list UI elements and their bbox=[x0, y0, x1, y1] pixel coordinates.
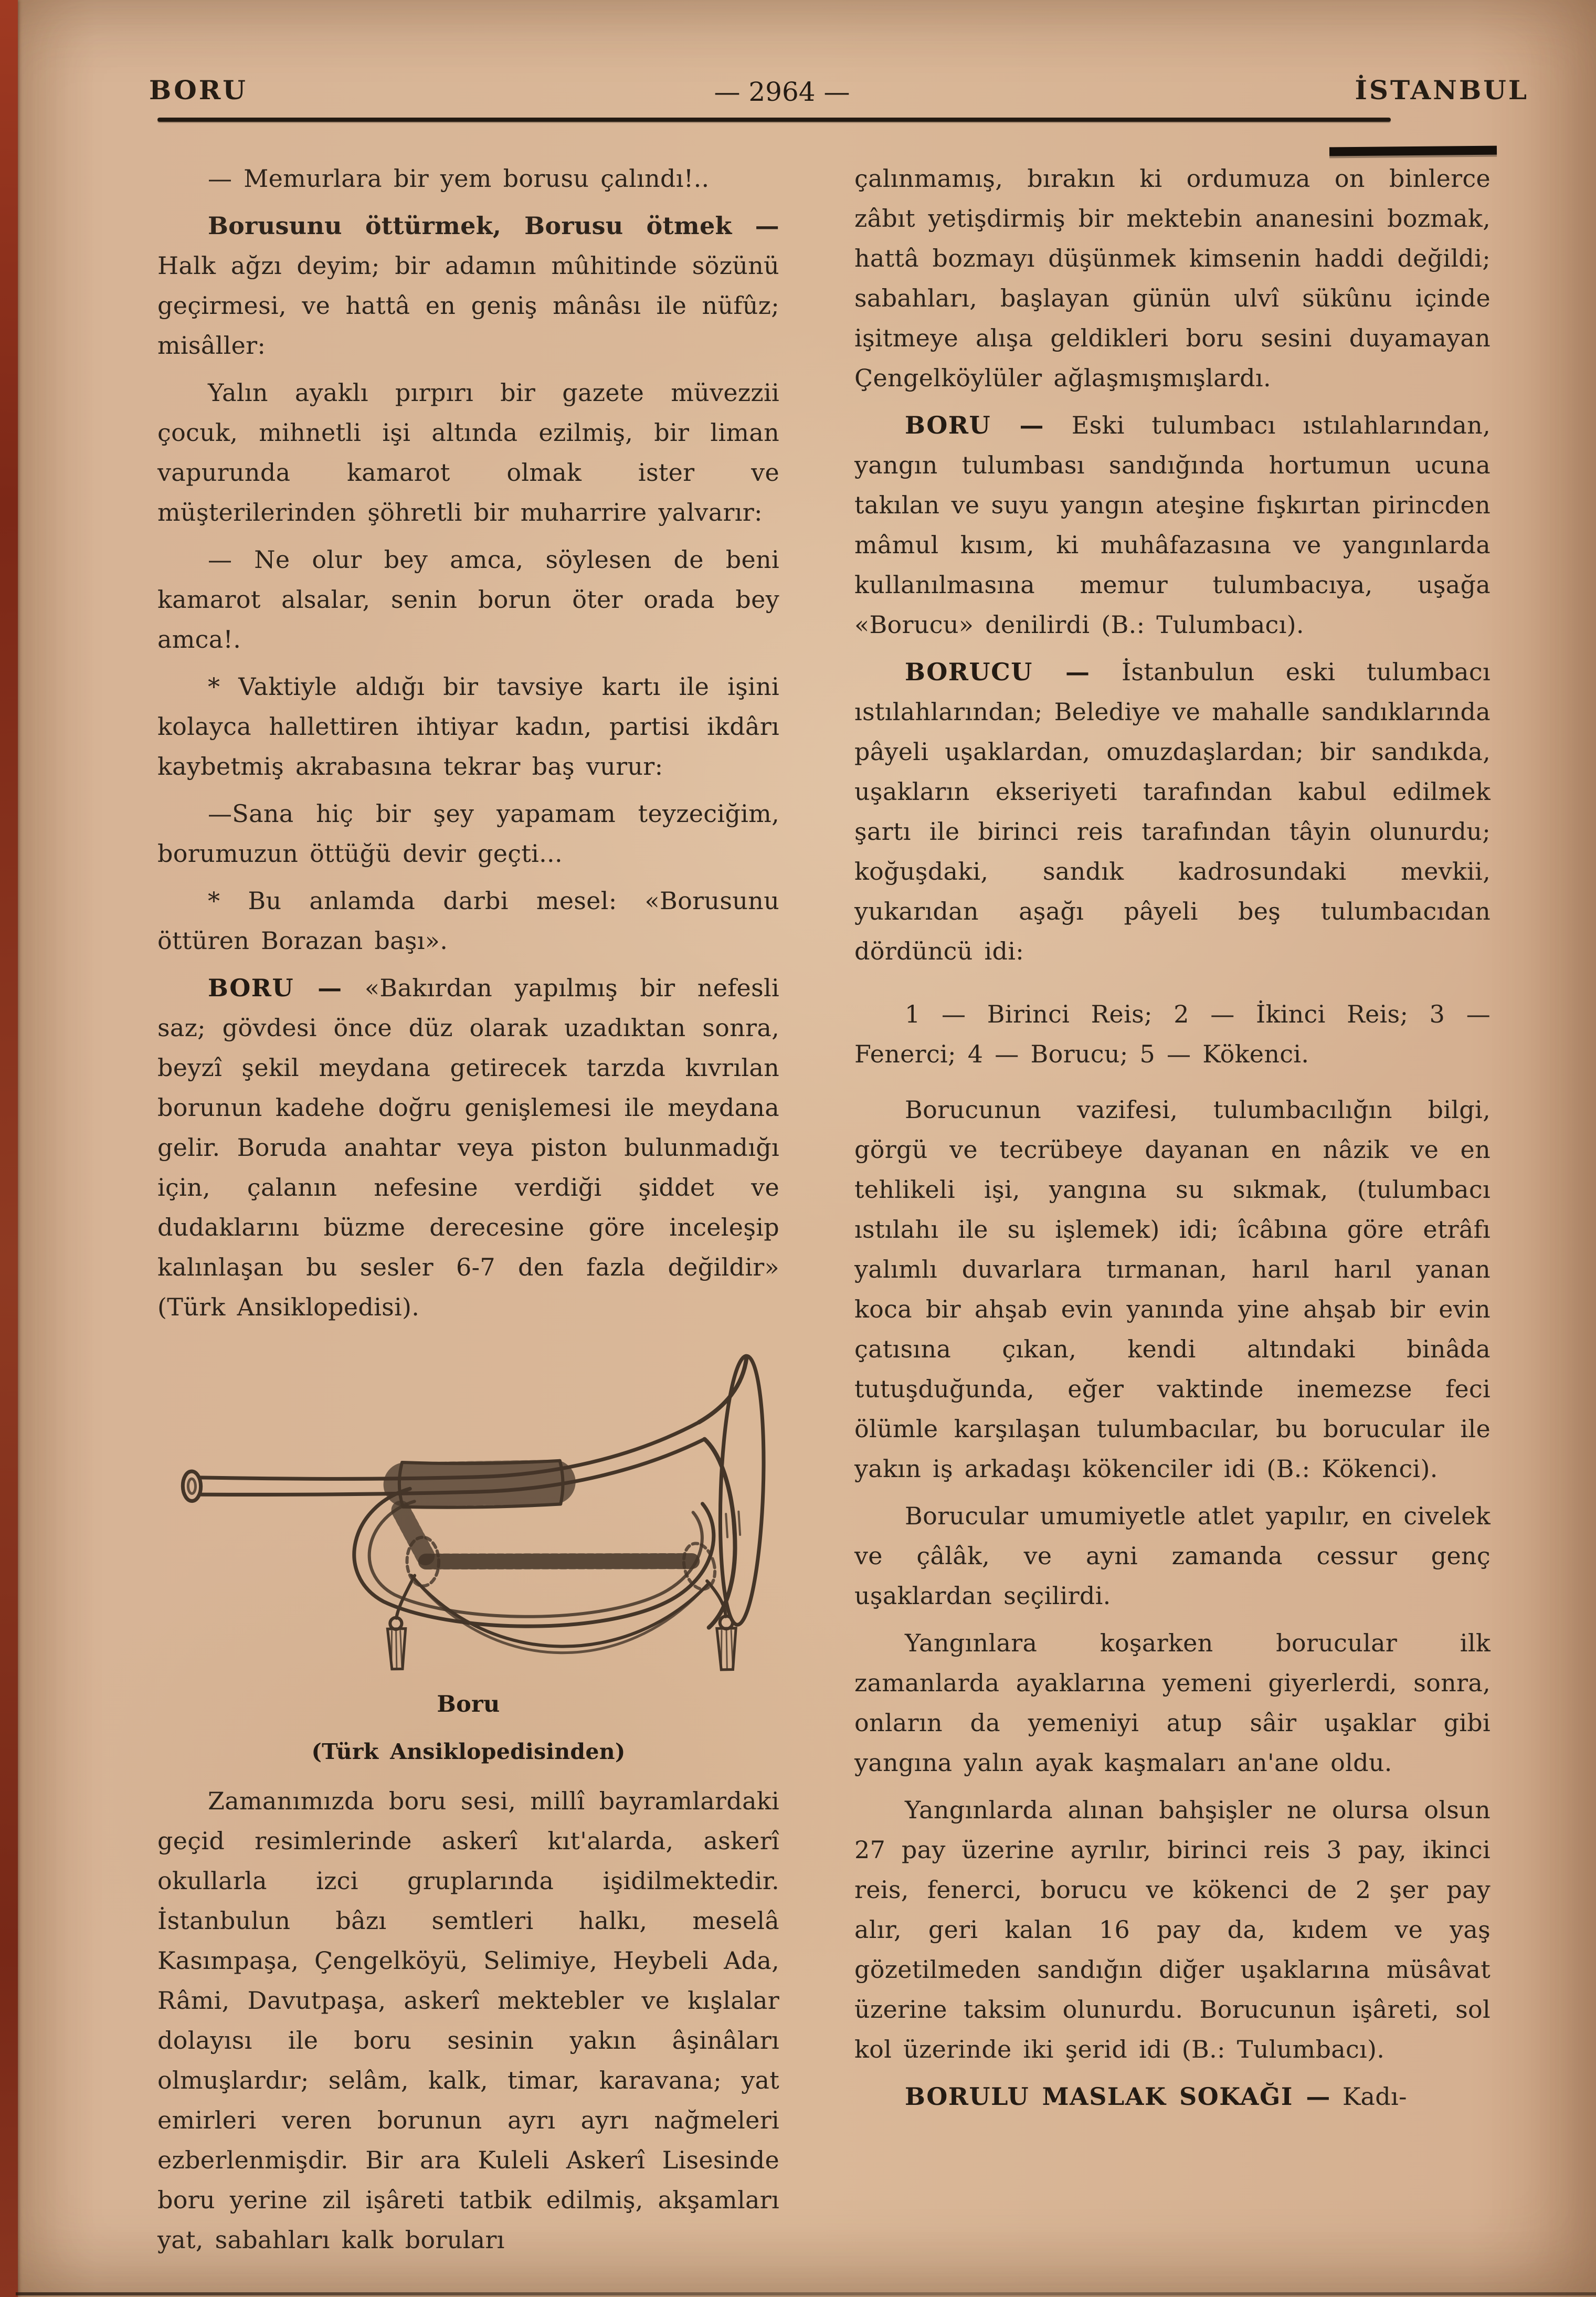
paragraph-continuation bbox=[854, 159, 1491, 398]
example-paragraph: * Vaktiyle aldığı bir tavsiye kartı ile işini kolayca hallettiren ihtiyar kadın, partisi ikdârı kaybetmiş akrabasına tekrar baş vurur: bbox=[157, 672, 779, 781]
entry-headword: BORU — bbox=[905, 411, 1044, 439]
page-bottom-scan-edge bbox=[16, 2292, 1596, 2295]
idiom-headword: Borusunu öttürmek, Borusu ötmek — bbox=[208, 212, 779, 240]
continuation-text: çalınmamış, bırakın ki ordumuza bbox=[854, 164, 1335, 193]
paragraph-borucu-footwear: Yangınlara koşarken borucular ilk zamanlarda ayaklarına yemeni giyerlerdi, sonra, onların da yemeniyi atup sâir uşaklar gibi yangına yalın ayak kaşmaları an'ane oldu. bbox=[854, 1629, 1491, 1777]
ink-correction-bar: on binlerce bbox=[1334, 164, 1491, 193]
entry-text: Eski tulumbacı ıstılahlarından, yangın tulumbası sandığında hortumun ucuna takılan ve suyu yangın ateşine fışkırtan pirincden mâmul kısım, ki muhâfazasına ve yangınlarda kullanılmasına memur tulumbacıya, uşağa «Borucu» denilirdi (B.: Tulumbacı). bbox=[854, 411, 1491, 639]
entry-text: Kadı- bbox=[1330, 2082, 1407, 2111]
dialogue-line: — Ne olur bey amca, söylesen de beni kamarot alsalar, senin borun öter orada bey amca!. bbox=[157, 545, 779, 654]
paragraph-tip-shares: Yangınlarda alınan bahşişler ne olursa olsun 27 pay üzerine ayrılır, birinci reis 3 pay, ikinci reis, fenerci, borucu ve kökenci de 2 şer pay alır, geri kalan 16 pay da, kıdem ve yaş gözetilmeden sandığın diğer uşaklarına müsâvat üzerine taksim olunurdu. Borucunun işâreti, sol kol üzerinde iki şerid idi (B.: Tulumbacı). bbox=[854, 1796, 1491, 2063]
paragraph-boru-modern: Zamanımızda boru sesi, millî bayramlardaki geçid resimlerinde askerî kıt'alarda, askerî okullarla izci gruplarında işidilmektedir. İstanbulun bâzı semtleri halkı, meselâ Kasımpaşa, Çengelköyü, Selimiye, Heybeli Ada, Râmi, Davutpaşa, askerî mektebler ve kışlalar dolayısı ile boru sesinin yakın âşinâları olmuşlardır; selâm, kalk, timar, karavana; yat emirleri veren borunun ayrı ayrı nağmeleri ezberlenmişdir. Bir ara Kuleli Askerî Lisesinde boru yerine zil işâreti tatbik edilmiş, akşamları yat, sabahları kalk boruları bbox=[157, 1787, 779, 2254]
figure-caption bbox=[157, 1684, 779, 1772]
page-number: — 2964 — bbox=[714, 77, 850, 107]
entry-headword: BORU — bbox=[208, 974, 343, 1002]
tassel-left bbox=[386, 1575, 416, 1669]
boru-bugle-illustration bbox=[162, 1351, 776, 1679]
idiom-entry bbox=[157, 206, 779, 365]
dialogue-line: —Sana hiç bir şey yapamam teyzeciğim, borumuzun öttüğü devir geçti... bbox=[157, 799, 779, 868]
entry-boru-instrument bbox=[157, 968, 779, 1327]
left-column bbox=[157, 159, 779, 2260]
figure-caption-source: (Türk Ansiklopedisinden) bbox=[311, 1739, 626, 1765]
idiom-definition: Halk ağzı deyim; bir adamın mûhitinde sözünü geçirmesi, ve hattâ en geniş mânâsı ile nüfûz; misâller: bbox=[157, 251, 779, 360]
proverb-note: * Bu anlamda darbi mesel: «Borusunu öttüren Borazan başı». bbox=[157, 887, 779, 955]
entry-borulu-maslak-sokagi bbox=[854, 2077, 1491, 2116]
entry-text: İstanbulun eski tulumbacı ıstılahlarından; Belediye ve mahalle sandıklarında pâyeli uşaklardan, omuzdaşlardan; bir sandıkda, uşakların ekseriyeti tarafından kabul edilmek şartı ile birinci reis tarafından tâyin olunurdu; koğuşdaki, sandık kadrosundaki mevkii, yukarıdan aşağı pâyeli beş tulumbacıdan dördüncü idi: bbox=[854, 658, 1491, 965]
entry-text: «Bakırdan yapılmış bir nefesli saz; gövdesi önce düz olarak uzadıktan sonra, beyzî şekil meydana getirecek tarzda kıvrılan borunun kadehe doğru genişlemesi ile meydana gelir. Boruda anahtar veya piston bulunmadığı için, çalanın nefesine verdiği şiddet ve dudaklarını büzme derecesine göre inceleşip kalınlaşan bu sesler 6-7 den fazla değildir» (Türk Ansiklopedisi). bbox=[157, 974, 779, 1321]
bugle-mouthpiece bbox=[182, 1471, 200, 1501]
dialogue-line: — Memurlara bir yem borusu çalındı!.. bbox=[208, 164, 710, 193]
entry-boru-fire-term bbox=[854, 405, 1491, 645]
rank-list: 1 — Birinci Reis; 2 — İkinci Reis; 3 — Fenerci; 4 — Borucu; 5 — Kökenci. bbox=[854, 1000, 1491, 1068]
entry-borucu bbox=[854, 652, 1491, 971]
bugle-cord bbox=[400, 1504, 721, 1656]
bugle-grip-wrap bbox=[399, 1460, 563, 1509]
entry-headword: BORUCU — bbox=[905, 658, 1091, 686]
example-paragraph: Yalın ayaklı pırpırı bir gazete müvezzii çocuk, mihnetli işi altında ezilmiş, bir liman vapurunda kamarot olmak ister ve müşterilerinden şöhretli bir muharrire yalvarır: bbox=[157, 378, 779, 526]
book-gutter-edge bbox=[0, 0, 18, 2297]
entry-headword: BORULU MASLAK SOKAĞI — bbox=[905, 2082, 1331, 2111]
right-column bbox=[854, 159, 1491, 2116]
running-head-volume: İSTANBUL bbox=[1355, 75, 1529, 106]
paragraph-borucu-duty: Borucunun vazifesi, tulumbacılığın bilgi, görgü ve tecrübeye dayanan en nâzik ve en tehlikeli işi, yangına su sıkmak, (tulumbacı ıstılahı ile su işlemek) idi; îcâbına göre etrâfı yalımlı duvarlara tırmanan, harıl harıl yanan koca bir ahşab evin yanında yine ahşab bir evin çatısına çıkan, kendi altındaki binâda tutuşduğunda, eğer vaktinde inemezse feci ölümle karşılaşan tulumbacılar, bu borucular ile yakın iş arkadaşı kökenciler idi (B.: Kökenci). bbox=[854, 1095, 1491, 1483]
continuation-text: zâbıt yetişdirmiş bir mektebin ananesini bozmak, hattâ bozmayı düşünmek kimsenin haddi değildi; sabahları, başlayan günün ulvî sükûnu içinde işitmeye alışa geldikleri boru sesini duyamayan Çengelköylüler ağlaşmışmışlardı. bbox=[854, 204, 1491, 392]
header-rule bbox=[157, 118, 1391, 122]
figure-block bbox=[157, 1351, 779, 1772]
paragraph-borucu-selection: Borucular umumiyetle atlet yapılır, en civelek ve çâlâk, ve ayni zamanda cessur genç uşaklardan seçilirdi. bbox=[854, 1502, 1491, 1610]
running-head-entry: BORU bbox=[149, 75, 248, 106]
figure-caption-title: Boru bbox=[437, 1691, 500, 1718]
